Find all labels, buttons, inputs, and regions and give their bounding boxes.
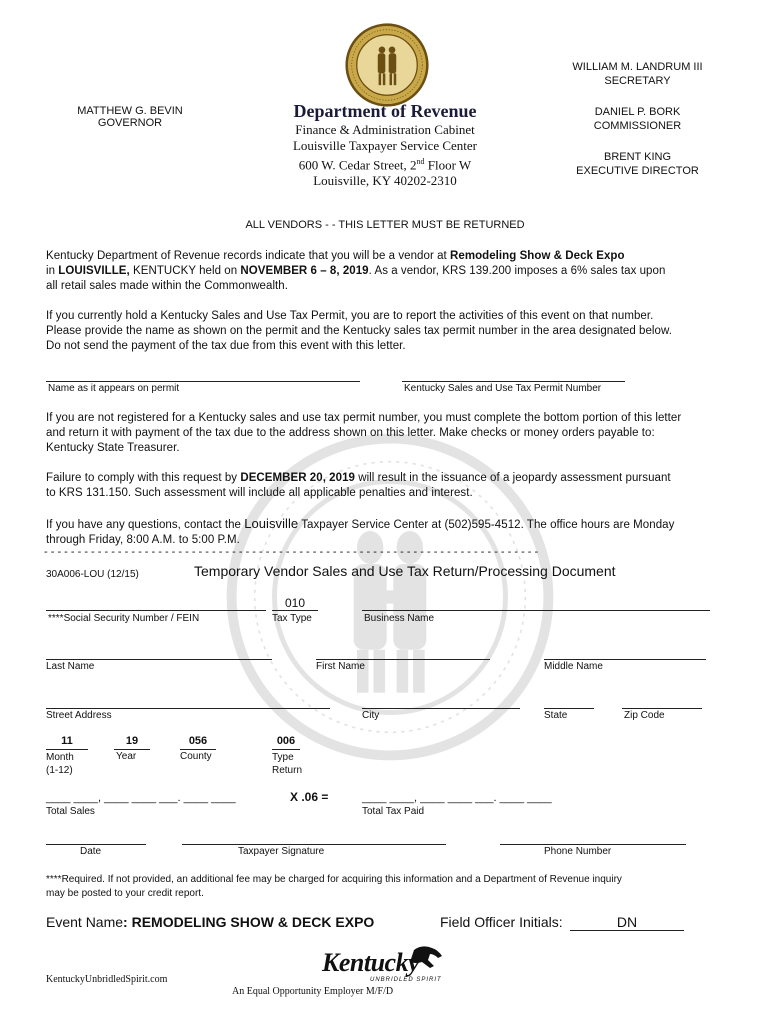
p1-text-held: KENTUCKY held on: [129, 265, 241, 277]
letter-heading: ALL VENDORS - - THIS LETTER MUST BE RETURNED: [245, 219, 525, 231]
department-address-block: [255, 100, 515, 189]
city-label: City: [362, 710, 380, 721]
deadline-date: DECEMBER 20, 2019: [240, 472, 355, 484]
required-footnote: [46, 873, 736, 901]
governor-title: GOVERNOR: [97, 117, 163, 129]
paragraph-contact: [46, 516, 736, 548]
kentucky-logo-text: Kentucky: [322, 948, 420, 977]
governor-block: [40, 105, 220, 129]
ssn-fein-label: ****Social Security Number / FEIN: [48, 613, 200, 624]
year-field[interactable]: [114, 749, 150, 750]
business-name-field[interactable]: [362, 610, 710, 611]
ssn-fein-field[interactable]: [46, 610, 266, 611]
event-name-value: REMODELING SHOW & DECK EXPO: [131, 914, 375, 930]
event-name-inline: Remodeling Show & Deck Expo: [450, 250, 625, 262]
type-label: Type: [272, 752, 294, 763]
executive-director-title: EXECUTIVE DIRECTOR: [576, 165, 699, 177]
tax-type-value: 010: [284, 596, 306, 610]
return-label: Return: [272, 765, 303, 776]
first-name-field[interactable]: [316, 659, 490, 660]
first-name-label: First Name: [316, 661, 365, 672]
street-address-floor: Floor W: [424, 157, 472, 173]
permit-name-label: Name as it appears on permit: [48, 383, 180, 394]
office-hours: through Friday, 8:00 A.M. to 5:00 P.M.: [46, 534, 240, 546]
event-name-colon: :: [123, 914, 132, 930]
p4-text: Failure to comply with this request by: [46, 472, 241, 484]
secretary-name: WILLIAM M. LANDRUM III: [572, 61, 703, 73]
date-label: Date: [80, 846, 102, 857]
return-type-value: 006: [276, 735, 296, 747]
month-range: (1-12): [46, 765, 73, 776]
paragraph-compliance: [46, 471, 736, 501]
commissioner-name: DANIEL P. BORK: [594, 106, 681, 118]
event-name-line: [46, 914, 374, 930]
last-name-label: Last Name: [46, 661, 95, 672]
executive-director-name: BRENT KING: [603, 151, 672, 163]
tax-type-field[interactable]: [272, 610, 318, 611]
event-dates: NOVEMBER 6 – 8, 2019: [240, 265, 369, 277]
signature-label: Taxpayer Signature: [238, 846, 325, 857]
street-address-field[interactable]: [46, 708, 330, 709]
p3-line-3: Kentucky State Treasurer.: [46, 442, 180, 454]
street-address-main: 600 W. Cedar Street, 2: [298, 157, 417, 173]
tear-line: - - - - - - - - - - - - - - - - - - - - - - - - - - - - - - - - - - - - - - - - - - - - - - - - - - - - - - - - - - - - - - - - - - - - - - - - - -: [44, 546, 539, 558]
officer-initials-label: Field Officer Initials:: [440, 914, 563, 930]
total-sales-label: Total Sales: [46, 806, 95, 817]
zip-code-field[interactable]: [622, 708, 702, 709]
footnote-line-2: may be posted to your credit report.: [46, 888, 204, 899]
state-seal-logo: [345, 23, 429, 107]
permit-number-label: Kentucky Sales and Use Tax Permit Number: [404, 383, 602, 394]
month-label-block: [46, 751, 74, 777]
street-address-label: Street Address: [46, 710, 112, 721]
p1-text-krs: . As a vendor, KRS 139.200 imposes a 6% sales tax upon: [368, 265, 666, 277]
website-text: KentuckyUnbridledSpirit.com: [46, 974, 168, 985]
event-name-label: Event Name: [46, 914, 124, 930]
month-field[interactable]: [46, 749, 88, 750]
city-field[interactable]: [362, 708, 520, 709]
signature-field[interactable]: [182, 844, 446, 845]
phone-field[interactable]: [500, 844, 686, 845]
officials-block: [545, 60, 730, 178]
officer-initials-value: DN: [616, 914, 638, 930]
department-title: Department of Revenue: [293, 101, 477, 121]
event-city: LOUISVILLE,: [58, 265, 130, 277]
street-address-sup: nd: [416, 157, 425, 166]
year-label: Year: [116, 751, 137, 762]
p1-text-in: in: [46, 265, 59, 277]
county-label: County: [180, 751, 212, 762]
middle-name-label: Middle Name: [544, 661, 603, 672]
return-type-label-block: [272, 751, 302, 777]
p1-text-end: all retail sales made within the Commonwealth.: [46, 280, 288, 292]
equal-opportunity-text: An Equal Opportunity Employer M/F/D: [232, 986, 394, 997]
p3-line-2: and return it with payment of the tax due to the address shown on this letter. Make checks or money orders payable to:: [46, 427, 655, 439]
city-state-zip: Louisville, KY 40202-2310: [313, 173, 457, 189]
business-name-label: Business Name: [364, 613, 435, 624]
last-name-field[interactable]: [46, 659, 272, 660]
return-type-field[interactable]: [272, 749, 300, 750]
total-sales-field[interactable]: ____ ____, ____ ____ ___. ____ ____: [46, 792, 236, 804]
zip-code-label: Zip Code: [624, 710, 665, 721]
form-title: Temporary Vendor Sales and Use Tax Return/Processing Document: [194, 563, 616, 579]
kentucky-logo-tagline: UNBRIDLED SPIRIT: [370, 977, 442, 983]
tax-rate-multiplier: X .06 =: [290, 790, 329, 804]
state-field[interactable]: [544, 708, 594, 709]
permit-name-field[interactable]: [46, 381, 360, 382]
service-center-name: Louisville Taxpayer Service Center: [292, 138, 478, 153]
year-value: 19: [125, 735, 139, 747]
paragraph-unregistered: [46, 411, 736, 456]
p5-text-2: Taxpayer Service Center at (502)595-4512. The office hours are Monday: [298, 519, 675, 531]
cabinet-name: Finance & Administration Cabinet: [295, 122, 475, 137]
p2-line-1: If you currently hold a Kentucky Sales and Use Tax Permit, you are to report the activities of this event on that number.: [46, 310, 654, 322]
phone-label: Phone Number: [544, 846, 612, 857]
p4-text-2: will result in the issuance of a jeopardy assessment pursuant: [354, 472, 671, 484]
total-tax-field[interactable]: ____ ____, ____ ____ ___. ____ ____: [362, 792, 552, 804]
state-label: State: [544, 710, 568, 721]
p1-text: Kentucky Department of Revenue records indicate that you will be a vendor at: [46, 250, 451, 262]
p5-text: If you have any questions, contact the: [46, 519, 245, 531]
footnote-line-1: ****Required. If not provided, an additional fee may be charged for acquiring this information and a Department of Revenue inquiry: [46, 874, 622, 885]
paragraph-vendor-notice: [46, 249, 736, 294]
governor-name: MATTHEW G. BEVIN: [77, 105, 183, 117]
paragraph-permit-holders: [46, 309, 736, 354]
p2-line-3: Do not send the payment of the tax due from this event with this letter.: [46, 340, 406, 352]
month-label: Month: [46, 752, 74, 763]
officer-initials-field[interactable]: [570, 930, 684, 931]
contact-center-city: Louisville: [244, 516, 299, 531]
street-address: [255, 154, 515, 173]
middle-name-field[interactable]: [544, 659, 706, 660]
county-field[interactable]: [180, 749, 216, 750]
p3-line-1: If you are not registered for a Kentucky sales and use tax permit number, you must complete the bottom portion of this letter: [46, 412, 682, 424]
p4-text-3: to KRS 131.150. Such assessment will include all applicable penalties and interest.: [46, 487, 473, 499]
month-value: 11: [61, 735, 73, 747]
commissioner-title: COMMISSIONER: [593, 120, 682, 132]
tax-type-label: Tax Type: [272, 613, 312, 624]
p2-line-2: Please provide the name as shown on the permit and the Kentucky sales tax permit number in the area designated below.: [46, 325, 672, 337]
form-code: 30A006-LOU (12/15): [46, 569, 139, 580]
permit-number-field[interactable]: [402, 381, 625, 382]
county-value: 056: [188, 735, 208, 747]
total-tax-label: Total Tax Paid: [362, 806, 425, 817]
date-field[interactable]: [46, 844, 146, 845]
secretary-title: SECRETARY: [604, 75, 671, 87]
